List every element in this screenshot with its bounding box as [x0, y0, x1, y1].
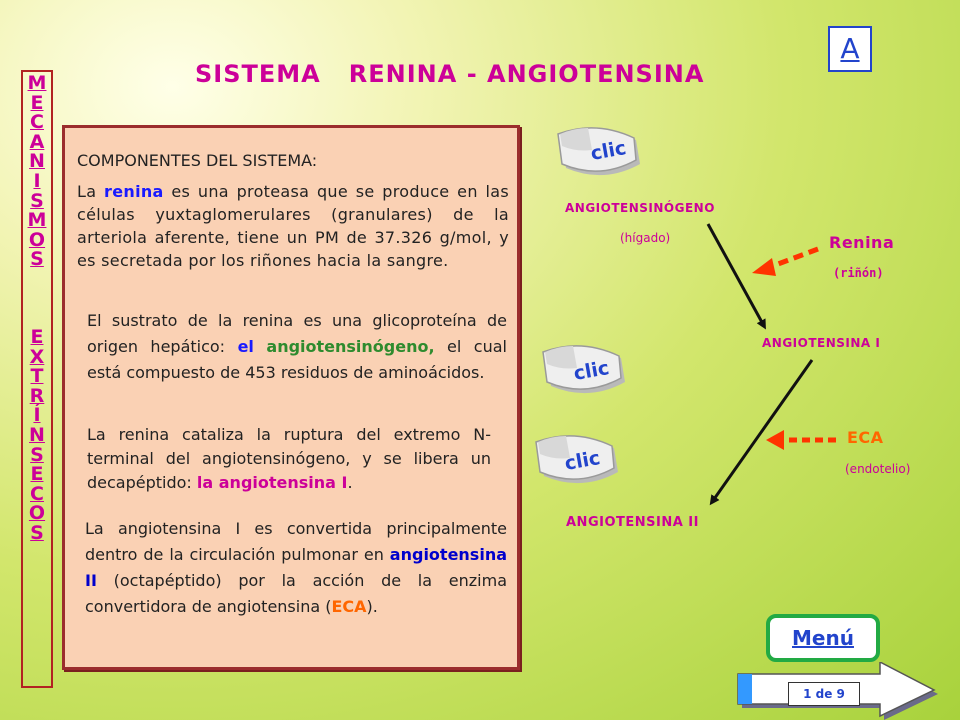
- side-letter: M: [27, 209, 47, 232]
- side-letter: E: [30, 325, 44, 348]
- menu-button[interactable]: Menú: [766, 614, 880, 662]
- side-letter: E: [30, 463, 44, 486]
- side-letter: I: [33, 169, 41, 192]
- side-letter: O: [28, 502, 46, 525]
- side-letter: T: [30, 365, 44, 388]
- node-angiotensina-1: ANGIOTENSINA I: [762, 336, 881, 350]
- label-renina: Renina: [829, 233, 895, 252]
- side-letter: O: [28, 228, 46, 251]
- side-letter: S: [30, 521, 44, 544]
- node-angiotensinogeno: ANGIOTENSINÓGENO: [565, 201, 715, 215]
- side-letter: Í: [33, 404, 41, 427]
- label-rinon: (riñón): [833, 266, 884, 280]
- arrow-renina-dashed: [752, 249, 818, 276]
- side-letter: C: [30, 482, 44, 505]
- arrow-to-angiotensina-2: [712, 360, 812, 502]
- page-title: SISTEMA RENINA - ANGIOTENSINA: [195, 60, 705, 88]
- side-letter: S: [30, 189, 44, 212]
- side-letter: S: [30, 443, 44, 466]
- arrow-to-angiotensina-1: [708, 224, 764, 326]
- page-indicator: 1 de 9: [788, 682, 860, 706]
- clic-label: clic: [572, 357, 611, 385]
- side-letter: A: [29, 130, 45, 153]
- side-letter: S: [30, 248, 44, 271]
- paragraph-renina: La renina es una proteasa que se produce en las células yuxtaglomerulares (granulares) de la arteriola aferente, tiene un PM de 37.326 g/mol, y es secretada por los riñones hacia la sangre.: [77, 182, 509, 270]
- clic-label: clic: [589, 137, 628, 165]
- paragraph-ruptura: La renina cataliza la ruptura del extremo N- terminal del angiotensinógeno, y se libera un decapéptido: la angiotensina I.: [87, 425, 491, 492]
- side-letter: M: [27, 72, 47, 94]
- label-endotelio: (endotelio): [845, 462, 911, 476]
- node-higado: (hígado): [620, 231, 671, 245]
- a-link-button[interactable]: A: [828, 26, 872, 72]
- side-letter: N: [29, 423, 45, 446]
- panel-heading: COMPONENTES DEL SISTEMA:: [77, 151, 318, 170]
- label-eca: ECA: [847, 428, 884, 447]
- node-angiotensina-2: ANGIOTENSINA II: [566, 515, 699, 530]
- side-letter: E: [30, 91, 44, 114]
- side-letter: N: [29, 150, 45, 173]
- arrow-eca-dashed: [766, 430, 836, 450]
- clic-label: clic: [563, 447, 602, 475]
- side-letter: R: [29, 384, 45, 407]
- paragraph-sustrato: El sustrato de la renina es una glicoproteína de origen hepático: el angiotensinógeno, el cual está compuesto de 453 residuos de aminoácidos.: [87, 311, 507, 382]
- side-letter: C: [30, 111, 44, 134]
- paragraph-conversion: La angiotensina I es convertida principalmente dentro de la circulación pulmonar en angiotensina II (octapéptido) por la acción de la enzima convertidora de angiotensina (ECA).: [85, 519, 507, 616]
- side-letter: X: [29, 345, 45, 368]
